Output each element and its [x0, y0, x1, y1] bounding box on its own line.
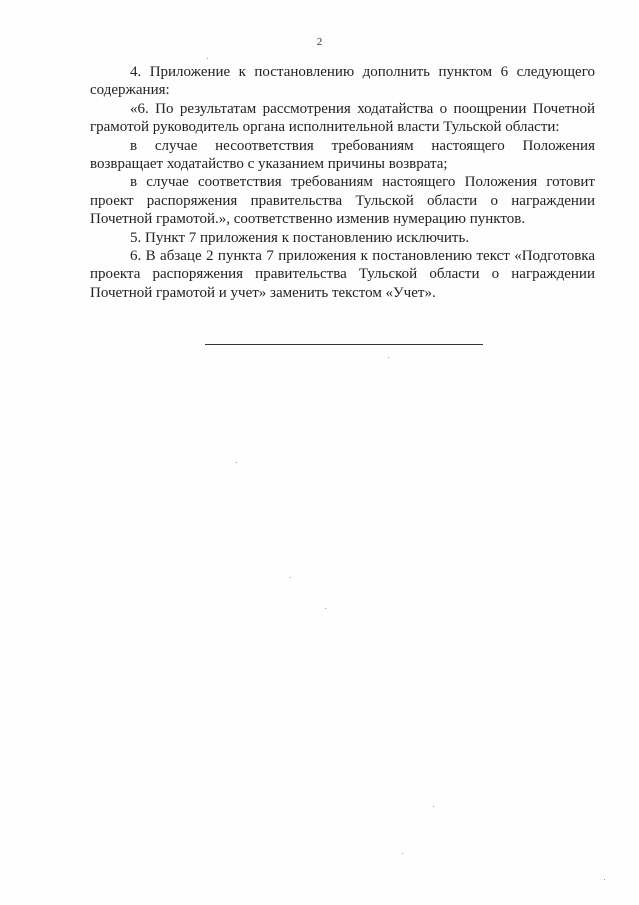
- closing-rule: [205, 344, 483, 345]
- scan-speck: [433, 806, 434, 807]
- scan-speck: [604, 879, 605, 880]
- scan-speck: [402, 853, 403, 854]
- paragraph-item-5: 5. Пункт 7 приложения к постановлению исключить.: [130, 229, 470, 246]
- scan-speck: [236, 462, 237, 463]
- scan-speck: [207, 58, 208, 59]
- scan-speck: [388, 357, 389, 358]
- paragraph-compliance-case: в случае соответствия требованиям настоящего Положения готовит проект распоряжения правительства Тульской области о награждении Почетной грамотой.», соответственно изменив нумерацию пунктов.: [90, 174, 595, 228]
- scan-speck: [290, 577, 291, 578]
- page-number: 2: [316, 36, 323, 48]
- scan-speck: [325, 608, 326, 609]
- paragraph-item-4: 4. Приложение к постановлению дополнить пунктом 6 следующего содержания:: [90, 64, 595, 99]
- paragraph-noncompliance-case: в случае несоответствия требованиям настоящего Положения возвращает ходатайство с указанием причины возврата;: [90, 137, 595, 173]
- paragraph-new-item-6: «6. По результатам рассмотрения ходатайства о поощрении Почетной грамотой руководитель органа исполнительной власти Тульской области:: [90, 100, 595, 136]
- paragraph-item-6: 6. В абзаце 2 пункта 7 приложения к постановлению текст «Подготовка проекта распоряжения правительства Тульской области о награждении Почетной грамотой и учет» заменить текстом «Учет».: [90, 248, 595, 301]
- document-body: [90, 63, 595, 302]
